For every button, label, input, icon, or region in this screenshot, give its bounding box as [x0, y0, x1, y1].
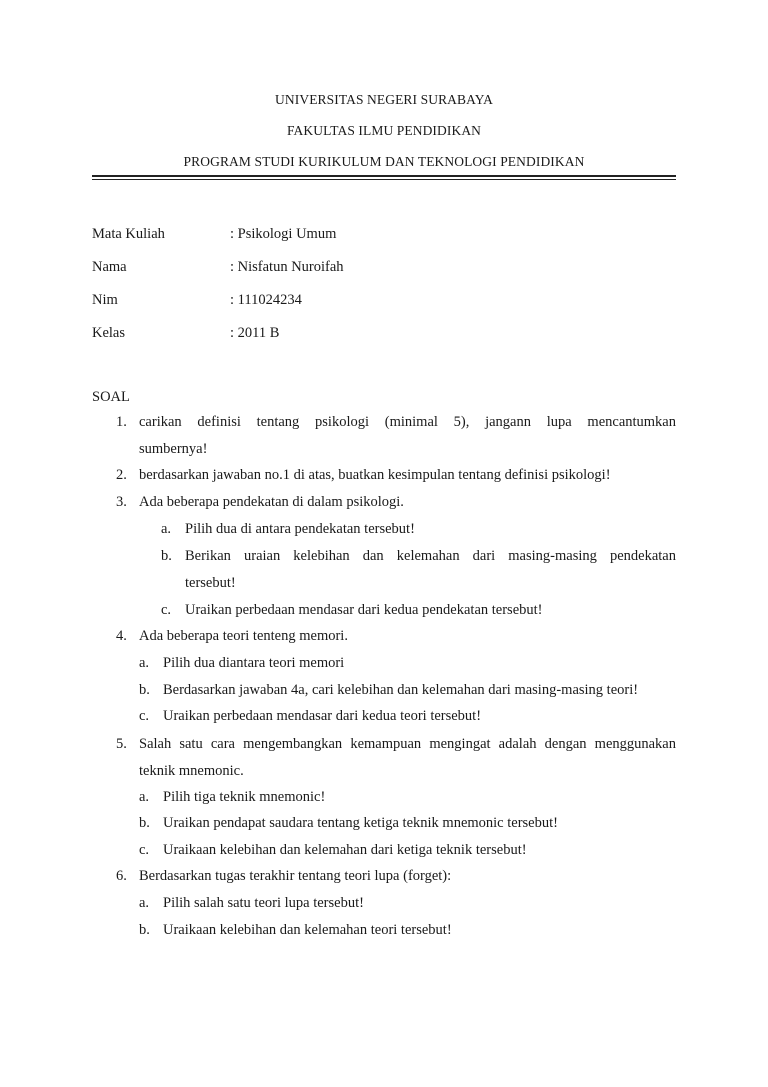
q4b-number: b.: [139, 682, 150, 698]
q4a-text: Pilih dua diantara teori memori: [163, 655, 345, 671]
info-value-course: : Psikologi Umum: [230, 226, 337, 242]
q6-number: 6.: [116, 868, 127, 884]
q3b-text-line2: tersebut!: [185, 575, 236, 591]
info-value-nim: : 111024234: [230, 292, 302, 308]
info-label-name: Nama: [92, 259, 127, 275]
q6b-text: Uraikaan kelebihan dan kelemahan teori tersebut!: [163, 922, 452, 938]
q4-number: 4.: [116, 628, 127, 644]
q1-text-line2: sumbernya!: [139, 441, 208, 457]
q6a-text: Pilih salah satu teori lupa tersebut!: [163, 895, 364, 911]
q4-text: Ada beberapa teori tenteng memori.: [139, 628, 348, 644]
q1-text-line1: carikan definisi tentang psikologi (minimal 5), jangann lupa mencantumkan: [139, 414, 676, 430]
q3c-text: Uraikan perbedaan mendasar dari kedua pendekatan tersebut!: [185, 602, 543, 618]
q1-number: 1.: [116, 414, 127, 430]
q3a-number: a.: [161, 521, 172, 537]
q3a-text: Pilih dua di antara pendekatan tersebut!: [185, 521, 415, 537]
info-value-class: : 2011 B: [230, 325, 280, 341]
info-label-class: Kelas: [92, 325, 126, 341]
q4a-number: a.: [139, 655, 150, 671]
university-name: UNIVERSITAS NEGERI SURABAYA: [275, 92, 493, 107]
q4b-text: Berdasarkan jawaban 4a, cari kelebihan dan kelemahan dari masing-masing teori!: [163, 682, 639, 698]
info-label-course: Mata Kuliah: [92, 226, 165, 242]
q3c-number: c.: [161, 602, 172, 618]
q5-number: 5.: [116, 736, 127, 752]
header-rule-thin: [92, 179, 676, 180]
q5c-text: Uraikaan kelebihan dan kelemahan dari ketiga teknik tersebut!: [163, 842, 527, 858]
q6a-number: a.: [139, 895, 150, 911]
q6b-number: b.: [139, 922, 150, 938]
q3b-text-line1: Berikan uraian kelebihan dan kelemahan dari masing-masing pendekatan: [185, 548, 676, 564]
q5a-text: Pilih tiga teknik mnemonic!: [163, 789, 326, 805]
q5b-number: b.: [139, 815, 150, 831]
q5a-number: a.: [139, 789, 150, 805]
q3b-number: b.: [161, 548, 172, 564]
q5b-text: Uraikan pendapat saudara tentang ketiga teknik mnemonic tersebut!: [163, 815, 558, 831]
faculty-name: FAKULTAS ILMU PENDIDIKAN: [286, 123, 482, 138]
q6-text: Berdasarkan tugas terakhir tentang teori lupa (forget):: [139, 868, 452, 884]
q2-number: 2.: [116, 467, 127, 483]
q3-number: 3.: [116, 494, 127, 510]
q5-text-line1: Salah satu cara mengembangkan kemampuan mengingat adalah dengan menggunakan: [139, 736, 676, 752]
info-label-nim: Nim: [92, 292, 118, 308]
q2-text: berdasarkan jawaban no.1 di atas, buatkan kesimpulan tentang definisi psikologi!: [139, 467, 611, 483]
soal-title: SOAL: [92, 389, 130, 405]
q4c-text: Uraikan perbedaan mendasar dari kedua teori tersebut!: [163, 708, 482, 724]
q5-text-line2: teknik mnemonic.: [139, 763, 244, 779]
program-name: PROGRAM STUDI KURIKULUM DAN TEKNOLOGI PENDIDIKAN: [183, 154, 585, 169]
header-rule-thick: [92, 175, 676, 177]
info-value-name: : Nisfatun Nuroifah: [230, 259, 344, 275]
q4c-number: c.: [139, 708, 150, 724]
q3-text: Ada beberapa pendekatan di dalam psikologi.: [139, 494, 404, 510]
q5c-number: c.: [139, 842, 150, 858]
